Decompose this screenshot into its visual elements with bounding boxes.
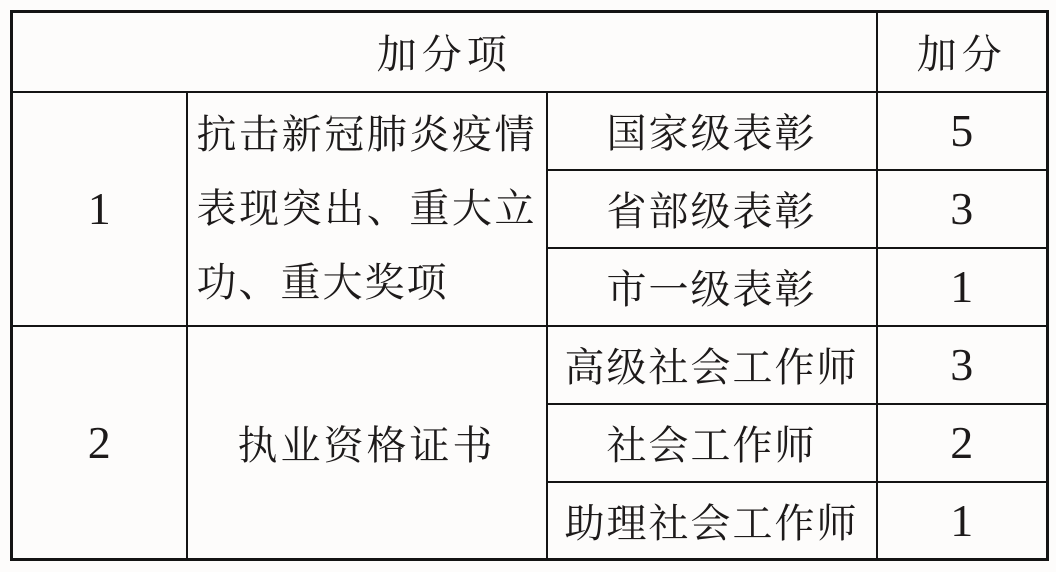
table-row (12, 92, 1048, 170)
group-2-item-1-label-cell (547, 326, 877, 404)
group-1-item-1-label-cell (547, 92, 877, 170)
group-2-item-2-label-cell (547, 404, 877, 482)
group-1-item-1-points-cell (877, 92, 1048, 170)
group-2-item-2-points-cell (877, 404, 1048, 482)
header-criteria-cell (12, 12, 877, 92)
group-1-index-cell (12, 92, 187, 326)
group-1-item-2-label: 省部级表彰 (606, 189, 817, 234)
group-1-category-cell (187, 92, 547, 326)
group-1-item-2-label-cell (547, 170, 877, 248)
table-row (12, 326, 1048, 404)
group-2-item-3-label: 助理社会工作师 (564, 500, 859, 546)
group-1-item-2-points-cell (877, 170, 1048, 248)
header-criteria-label: 加分项 (376, 32, 512, 78)
group-1-item-3-label: 市一级表彰 (606, 267, 817, 312)
group-1-item-3-points-cell (877, 248, 1048, 326)
bonus-points-table (10, 10, 1049, 561)
group-1-category-text: 抗击新冠肺炎疫情表现突出、重大立功、重大奖项 (196, 111, 537, 305)
group-1-item-1-label: 国家级表彰 (606, 111, 817, 156)
group-2-item-1-points-cell (877, 326, 1048, 404)
group-2-item-1-points: 3 (950, 339, 974, 390)
group-1-item-2-points: 3 (950, 183, 974, 234)
group-2-item-1-label: 高级社会工作师 (564, 345, 859, 390)
group-2-index: 2 (87, 416, 111, 468)
group-1-item-1-points: 5 (950, 105, 974, 156)
group-2-item-3-points: 1 (950, 494, 974, 546)
group-2-item-3-points-cell (877, 482, 1048, 560)
group-1-item-3-points: 1 (950, 261, 974, 312)
group-2-item-3-label-cell (547, 482, 877, 560)
group-2-item-2-points: 2 (950, 417, 974, 468)
header-points-cell (877, 12, 1048, 92)
group-2-category-cell (187, 326, 547, 560)
header-points-label: 加分 (916, 32, 1007, 78)
group-1-item-3-label-cell (547, 248, 877, 326)
group-2-index-cell (12, 326, 187, 560)
group-1-index: 1 (87, 183, 111, 234)
group-2-item-2-label: 社会工作师 (606, 423, 817, 468)
table-header-row (12, 12, 1048, 92)
group-2-category-text: 执业资格证书 (237, 422, 496, 468)
